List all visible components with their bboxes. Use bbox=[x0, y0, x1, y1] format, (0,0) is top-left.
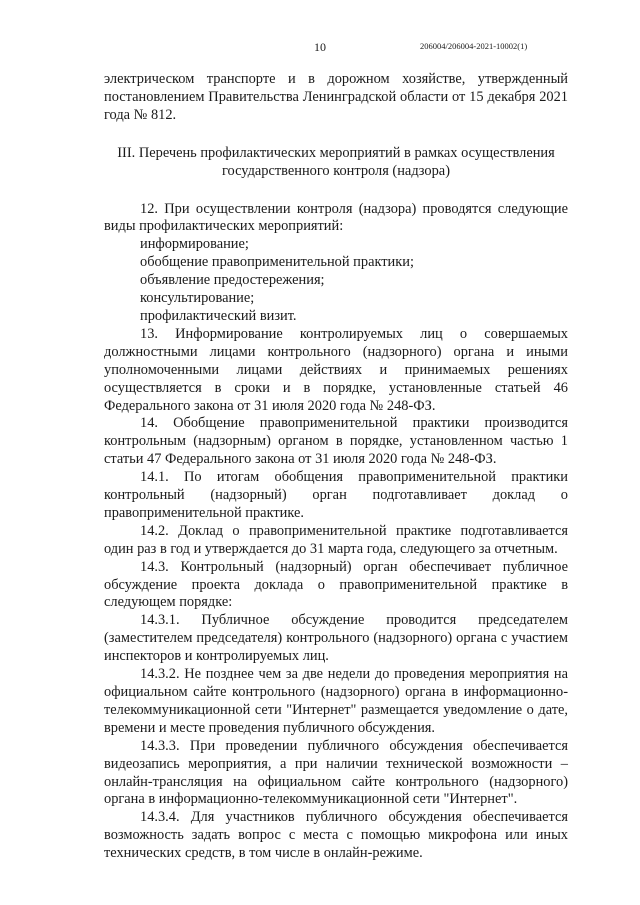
intro-paragraph: электрическом транспорте и в дорожном хозяйстве, утвержденный постановлением Правительства Ленинградской области от 15 декабря 2021 года № 812. bbox=[104, 71, 568, 123]
section-heading-line-2: государственного контроля (надзора) bbox=[222, 162, 450, 179]
paragraph-14-3: 14.3. Контрольный (надзорный) орган обеспечивает публичное обсуждение проекта доклада о правоприменительной практике в следующем порядке: bbox=[104, 558, 568, 611]
section-heading bbox=[104, 145, 568, 181]
paragraph-13: 13. Информирование контролируемых лиц о совершаемых должностными лицами контрольного (надзорного) органа и иными уполномоченными лицами действиях и принимаемых решениях осуществляется в сроки и в порядке, установленные статьей 46 Федерального закона от 31 июля 2020 года № 248-ФЗ. bbox=[104, 325, 568, 414]
list-item: информирование; bbox=[140, 236, 249, 253]
paragraph-14-3-4: 14.3.4. Для участников публичного обсуждения обеспечивается возможность задать вопрос с места с помощью микрофона или иных технических средств, в том числе в онлайн-режиме. bbox=[104, 809, 568, 862]
paragraph-14-3-2: 14.3.2. Не позднее чем за две недели до проведения мероприятия на официальном сайте контрольного (надзорного) органа в информационно-телекоммуникационной сети "Интернет" размещается уведомление о дате, времени и месте проведения публичного обсуждения. bbox=[104, 666, 568, 736]
paragraph-14-2: 14.2. Доклад о правоприменительной практике подготавливается один раз в год и утверждается до 31 марта года, следующего за отчетным. bbox=[104, 522, 568, 557]
paragraph-12: 12. При осуществлении контроля (надзора) проводятся следующие виды профилактических мероприятий: bbox=[104, 200, 568, 235]
document-body bbox=[104, 71, 568, 863]
paragraph-14-3-1: 14.3.1. Публичное обсуждение проводится председателем (заместителем председателя) контрольного (надзорного) органа с участием инспекторов и контролируемых лиц. bbox=[104, 612, 568, 665]
section-heading-line-1: III. Перечень профилактических мероприятий в рамках осуществления bbox=[117, 144, 555, 161]
paragraph-14-1: 14.1. По итогам обобщения правоприменительной практики контрольный (надзорный) орган подготавливает доклад о правоприменительной практике. bbox=[104, 469, 568, 521]
paragraph-14: 14. Обобщение правоприменительной практики производится контрольным (надзорным) органом в порядке, установленном частью 1 статьи 47 Федерального закона от 31 июля 2020 года № 248-ФЗ. bbox=[104, 415, 568, 468]
document-id: 206004/206004-2021-10002(1) bbox=[420, 41, 528, 51]
list-item: обобщение правоприменительной практики; bbox=[140, 254, 414, 271]
list-item: объявление предостережения; bbox=[140, 272, 325, 289]
paragraph-14-3-3: 14.3.3. При проведении публичного обсуждения обеспечивается видеозапись мероприятия, а при наличии технической возможности – онлайн-трансляция на официальном сайте контрольного (надзорного) органа в информационно-телекоммуникационной сети "Интернет". bbox=[104, 737, 568, 808]
list-item: профилактический визит. bbox=[140, 307, 297, 324]
page-number: 10 bbox=[314, 40, 326, 54]
list-item: консультирование; bbox=[140, 290, 255, 307]
